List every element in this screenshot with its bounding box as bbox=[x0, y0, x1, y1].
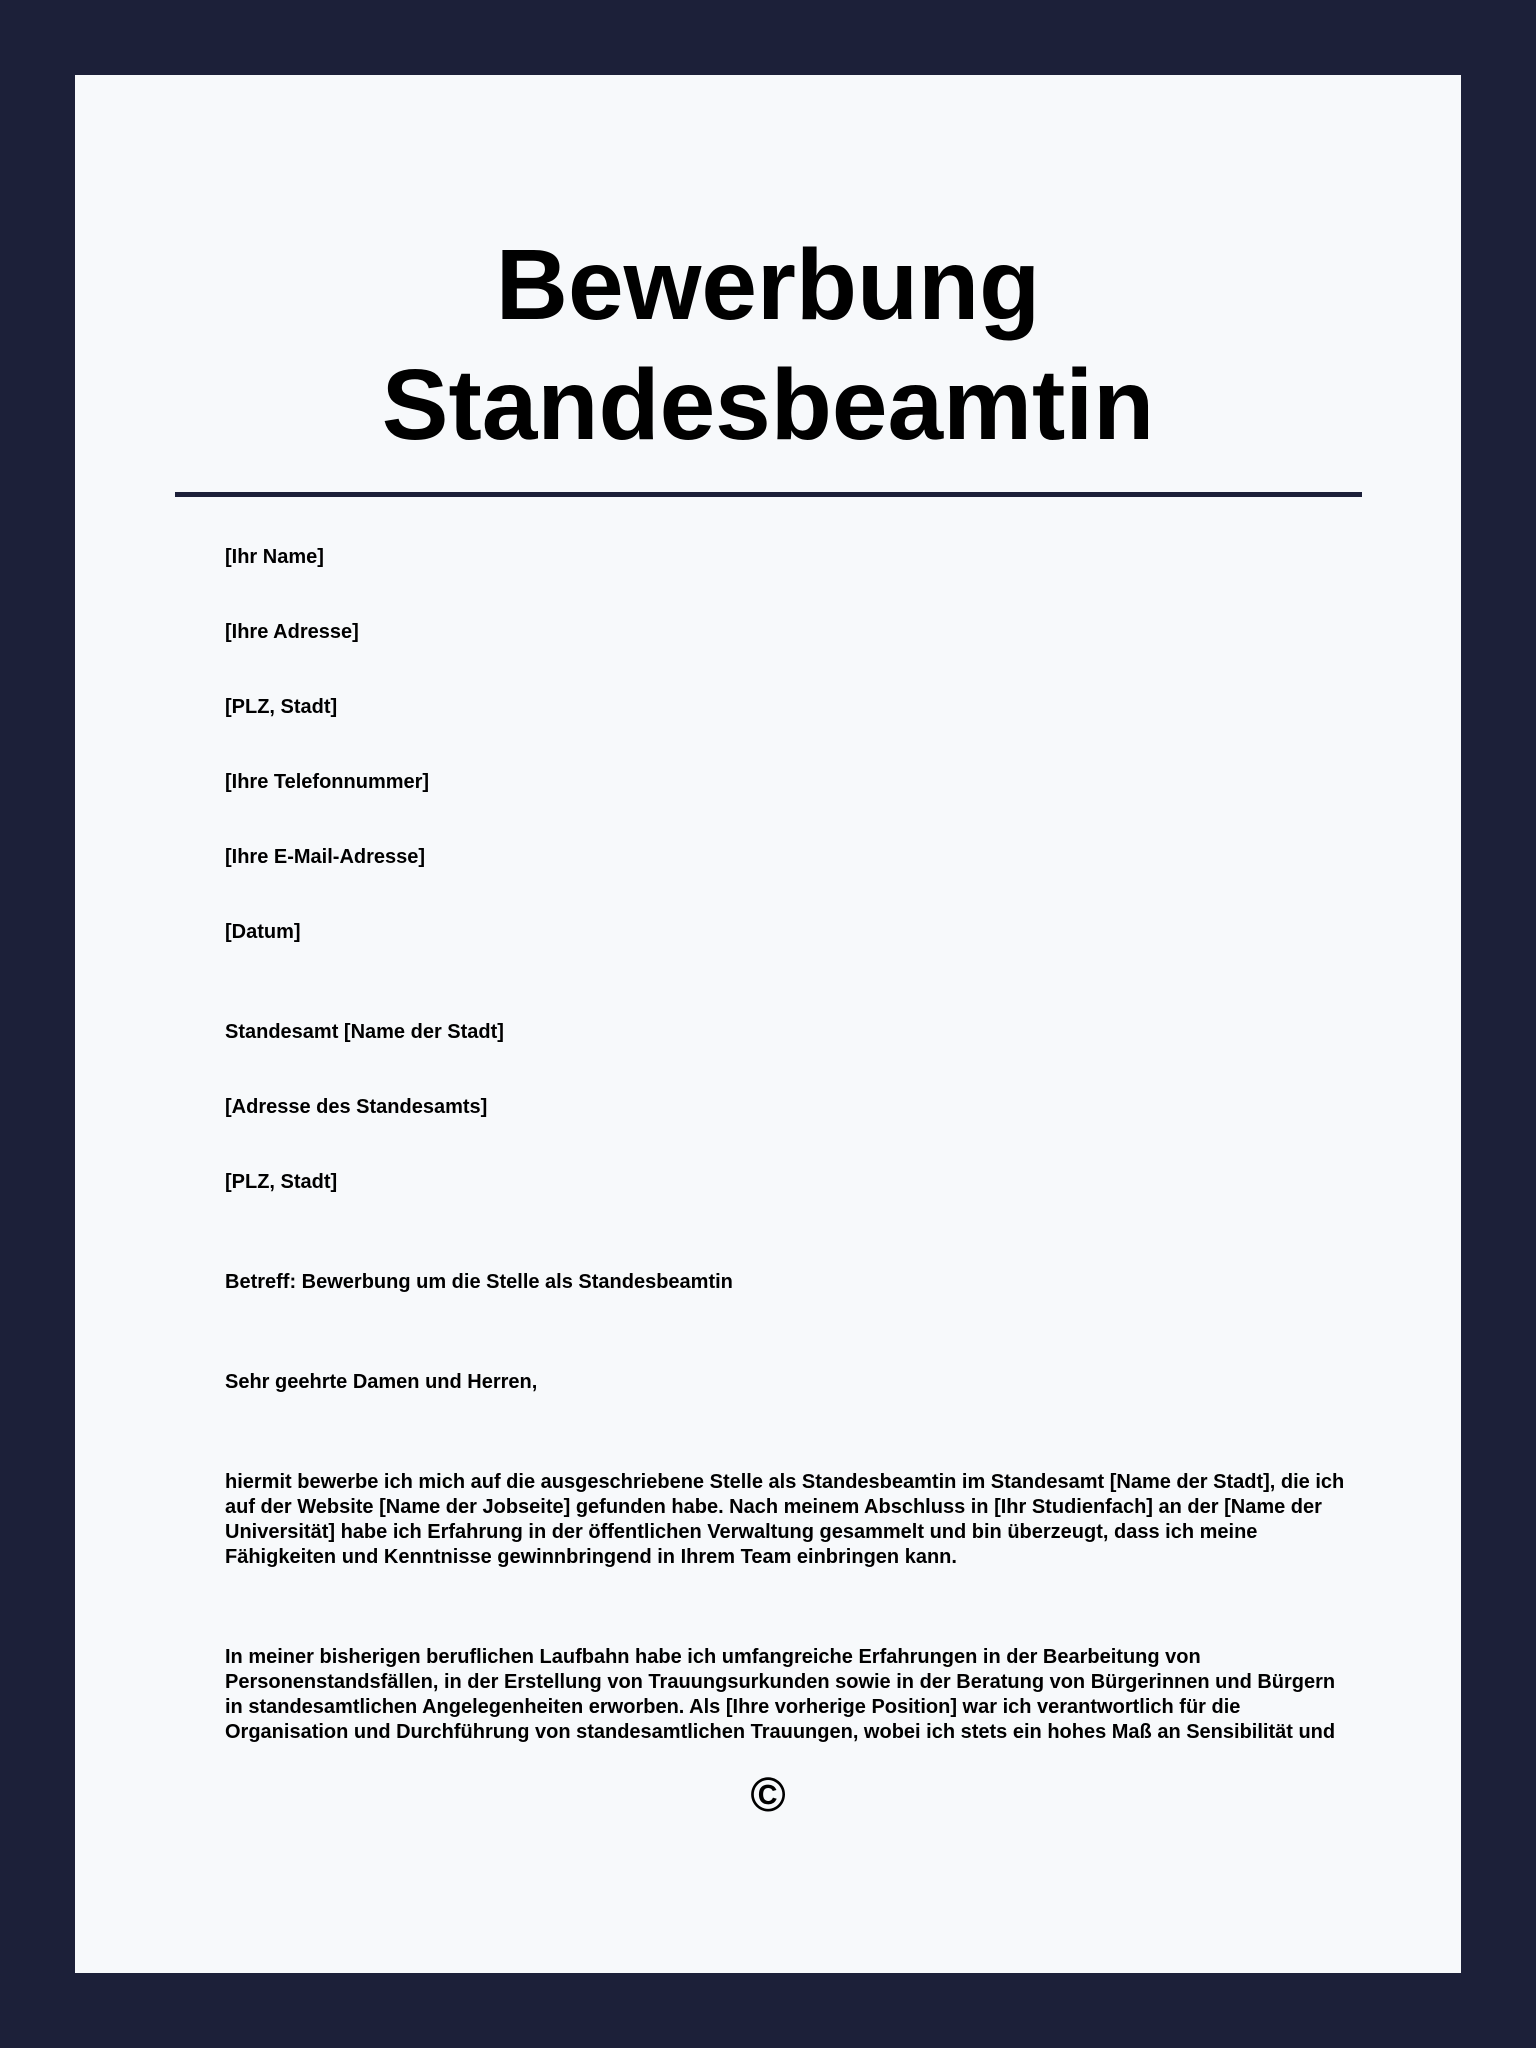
paragraph-2-line: in standesamtlichen Angelegenheiten erworben. Als [Ihre vorherige Position] war ich verantwortlich für die bbox=[225, 1696, 1241, 1718]
sender-address: [Ihre Adresse] bbox=[225, 621, 359, 643]
title-line-2: Standesbeamtin bbox=[381, 349, 1155, 461]
body-paragraph-1 bbox=[225, 1470, 1355, 1570]
recipient-address: [Adresse des Standesamts] bbox=[225, 1096, 488, 1118]
document-title bbox=[75, 225, 1461, 465]
paragraph-1-line: Fähigkeiten und Kenntnisse gewinnbringend in Ihrem Team einbringen kann. bbox=[225, 1546, 957, 1568]
copyright-icon: © bbox=[750, 1769, 786, 1822]
paragraph-2-line: In meiner bisherigen beruflichen Laufbahn habe ich umfangreiche Erfahrungen in der Bearbeitung von bbox=[225, 1646, 1201, 1668]
paragraph-2-line: Personenstandsfällen, in der Erstellung von Trauungsurkunden sowie in der Beratung von Bürgerinnen und Bürgern bbox=[225, 1671, 1336, 1693]
document-page bbox=[75, 75, 1461, 1973]
paragraph-1-line: Universität] habe ich Erfahrung in der öffentlichen Verwaltung gesammelt und bin überzeugt, dass ich meine bbox=[225, 1521, 1258, 1543]
sender-phone: [Ihre Telefonnummer] bbox=[225, 771, 430, 793]
title-line-1: Bewerbung bbox=[495, 229, 1041, 341]
recipient-zip-city: [PLZ, Stadt] bbox=[225, 1171, 338, 1193]
body-paragraph-2 bbox=[225, 1645, 1355, 1745]
letter-subject: Betreff: Bewerbung um die Stelle als Standesbeamtin bbox=[225, 1271, 733, 1293]
sender-name: [Ihr Name] bbox=[225, 546, 324, 568]
sender-zip-city: [PLZ, Stadt] bbox=[225, 696, 338, 718]
paragraph-1-line: auf der Website [Name der Jobseite] gefunden habe. Nach meinem Abschluss in [Ihr Studienfach] an der [Name der bbox=[225, 1496, 1322, 1518]
paragraph-1-line: hiermit bewerbe ich mich auf die ausgeschriebene Stelle als Standesbeamtin im Standesamt [Name der Stadt], die ich bbox=[225, 1471, 1345, 1493]
recipient-office: Standesamt [Name der Stadt] bbox=[225, 1021, 504, 1043]
sender-email: [Ihre E-Mail-Adresse] bbox=[225, 846, 426, 868]
paragraph-2-line: Organisation und Durchführung von standesamtlichen Trauungen, wobei ich stets ein hohes Maß an Sensibilität und bbox=[225, 1721, 1336, 1743]
title-divider bbox=[175, 492, 1362, 497]
letter-salutation: Sehr geehrte Damen und Herren, bbox=[225, 1371, 538, 1393]
letter-date: [Datum] bbox=[225, 921, 301, 943]
